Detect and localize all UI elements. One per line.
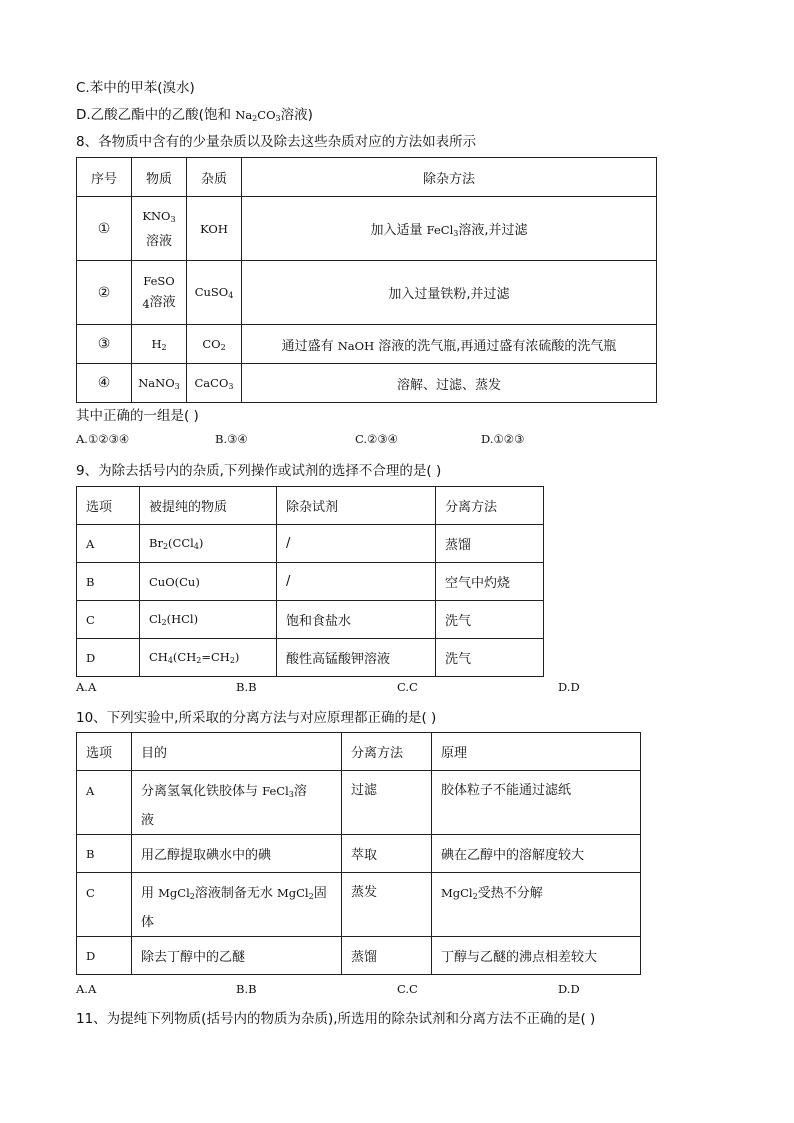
row-method: 空气中灼烧 [436, 563, 544, 601]
row-substance [132, 197, 187, 261]
header-option: 选项 [77, 733, 132, 771]
header-method: 分离方法 [342, 733, 432, 771]
substance-suffix: $_4$溶液 [142, 295, 176, 311]
row-method: 通过盛有 NaOH 溶液的洗气瓶,再通过盛有浓硫酸的洗气瓶 [242, 325, 657, 364]
table-row [77, 197, 657, 261]
answer-option-c: C.②③④ [355, 432, 398, 446]
row-substance: $CH_4(CH_2=CH_2)$ [140, 639, 277, 677]
row-goal: 分离氢氧化铁胶体与 FeCl$_3$溶 液 [132, 771, 342, 835]
question-11-stem: 11、为提纯下列物质(括号内的物质为杂质),所选用的除杂试剂和分离方法不正确的是( ) [76, 1011, 596, 1027]
table-row [77, 873, 641, 937]
row-option: C [77, 601, 140, 639]
row-no: ① [77, 197, 132, 261]
row-reagent: 酸性高锰酸钾溶液 [277, 639, 436, 677]
row-method: 蒸馏 [436, 525, 544, 563]
table-row [77, 261, 657, 325]
row-option: D [77, 639, 140, 677]
question-8-stem: 8、各物质中含有的少量杂质以及除去这些杂质对应的方法如表所示 [76, 134, 477, 150]
substance-formula: $KNO_3$ [142, 208, 176, 224]
answer-option-c: C.C [397, 982, 418, 996]
header-method: 除杂方法 [242, 158, 657, 197]
row-method: 加入适量 FeCl$_3$溶液,并过滤 [242, 197, 657, 261]
option-d-text-pre: D.乙酸乙酯中的乙酸(饱和 [76, 107, 236, 123]
header-reagent: 除杂试剂 [277, 487, 436, 525]
row-option: A [77, 771, 132, 835]
answer-option-a: A.A [76, 680, 97, 694]
row-method: 过滤 [342, 771, 432, 835]
answer-option-b: B.B [236, 680, 257, 694]
option-d-text-post: 溶液) [280, 107, 313, 123]
table-row [77, 771, 641, 835]
row-substance: CuO(Cu) [140, 563, 277, 601]
row-option: A [77, 525, 140, 563]
row-goal: 除去丁醇中的乙醚 [132, 937, 342, 975]
table-row [77, 525, 544, 563]
row-impurity: CaCO$_3$ [187, 364, 242, 403]
row-impurity: KOH [187, 197, 242, 261]
header-substance: 物质 [132, 158, 187, 197]
row-no: ② [77, 261, 132, 325]
substance-formula: FeSO [143, 274, 175, 288]
table-row [77, 835, 641, 873]
row-method: 蒸馏 [342, 937, 432, 975]
row-method: 蒸发 [342, 873, 432, 937]
row-principle: 碘在乙醇中的溶解度较大 [432, 835, 641, 873]
table-row [77, 563, 544, 601]
row-option: B [77, 835, 132, 873]
table-q9 [76, 486, 544, 677]
answer-option-d: D.D [558, 982, 580, 996]
row-reagent: 饱和食盐水 [277, 601, 436, 639]
row-principle: 胶体粒子不能通过滤纸 [432, 771, 641, 835]
table-row [77, 325, 657, 364]
row-principle: MgCl$_2$受热不分解 [432, 873, 641, 937]
answer-option-c: C.C [397, 680, 418, 694]
table-q8 [76, 157, 657, 403]
substance-suffix: 溶液 [145, 233, 172, 249]
table-q10 [76, 732, 641, 975]
answer-option-b: B.③④ [215, 432, 248, 446]
header-substance: 被提纯的物质 [140, 487, 277, 525]
row-goal: 用乙醇提取碘水中的碘 [132, 835, 342, 873]
row-substance: $H_2$ [132, 325, 187, 364]
option-d-formula: $Na_2CO_3$ [235, 108, 281, 123]
table-row [77, 601, 544, 639]
answer-option-d: D.D [558, 680, 580, 694]
row-substance: $Br_2(CCl_4)$ [140, 525, 277, 563]
table-row [77, 639, 544, 677]
row-substance [132, 261, 187, 325]
row-option: C [77, 873, 132, 937]
answer-option-d: D.①②③ [481, 432, 525, 446]
table-header-row [77, 733, 641, 771]
answer-option-a: A.A [76, 982, 97, 996]
question-option-c: C.苯中的甲苯(溴水) [76, 80, 195, 96]
answer-option-a: A.①②③④ [76, 432, 130, 446]
table-header-row [77, 158, 657, 197]
row-impurity: CuSO$_4$ [187, 261, 242, 325]
row-substance: NaNO$_3$ [132, 364, 187, 403]
header-method: 分离方法 [436, 487, 544, 525]
row-method: 洗气 [436, 639, 544, 677]
row-method: 溶解、过滤、蒸发 [242, 364, 657, 403]
row-method: 加入过量铁粉,并过滤 [242, 261, 657, 325]
table-row [77, 364, 657, 403]
row-option: B [77, 563, 140, 601]
row-method: 洗气 [436, 601, 544, 639]
header-impurity: 杂质 [187, 158, 242, 197]
row-no: ④ [77, 364, 132, 403]
table-header-row [77, 487, 544, 525]
row-reagent: / [277, 525, 436, 563]
row-impurity: $CO_2$ [187, 325, 242, 364]
header-principle: 原理 [432, 733, 641, 771]
question-8-tail: 其中正确的一组是( ) [76, 408, 199, 424]
answer-option-b: B.B [236, 982, 257, 996]
question-option-d [76, 103, 313, 123]
row-no: ③ [77, 325, 132, 364]
row-option: D [77, 937, 132, 975]
question-10-stem: 10、下列实验中,所采取的分离方法与对应原理都正确的是( ) [76, 710, 437, 726]
header-option: 选项 [77, 487, 140, 525]
row-reagent: / [277, 563, 436, 601]
row-substance: $Cl_2(HCl)$ [140, 601, 277, 639]
header-no: 序号 [77, 158, 132, 197]
row-method: 萃取 [342, 835, 432, 873]
question-9-stem: 9、为除去括号内的杂质,下列操作或试剂的选择不合理的是( ) [76, 463, 442, 479]
row-principle: 丁醇与乙醚的沸点相差较大 [432, 937, 641, 975]
table-row [77, 937, 641, 975]
row-goal: 用 MgCl$_2$溶液制备无水 MgCl$_2$固 体 [132, 873, 342, 937]
header-goal: 目的 [132, 733, 342, 771]
